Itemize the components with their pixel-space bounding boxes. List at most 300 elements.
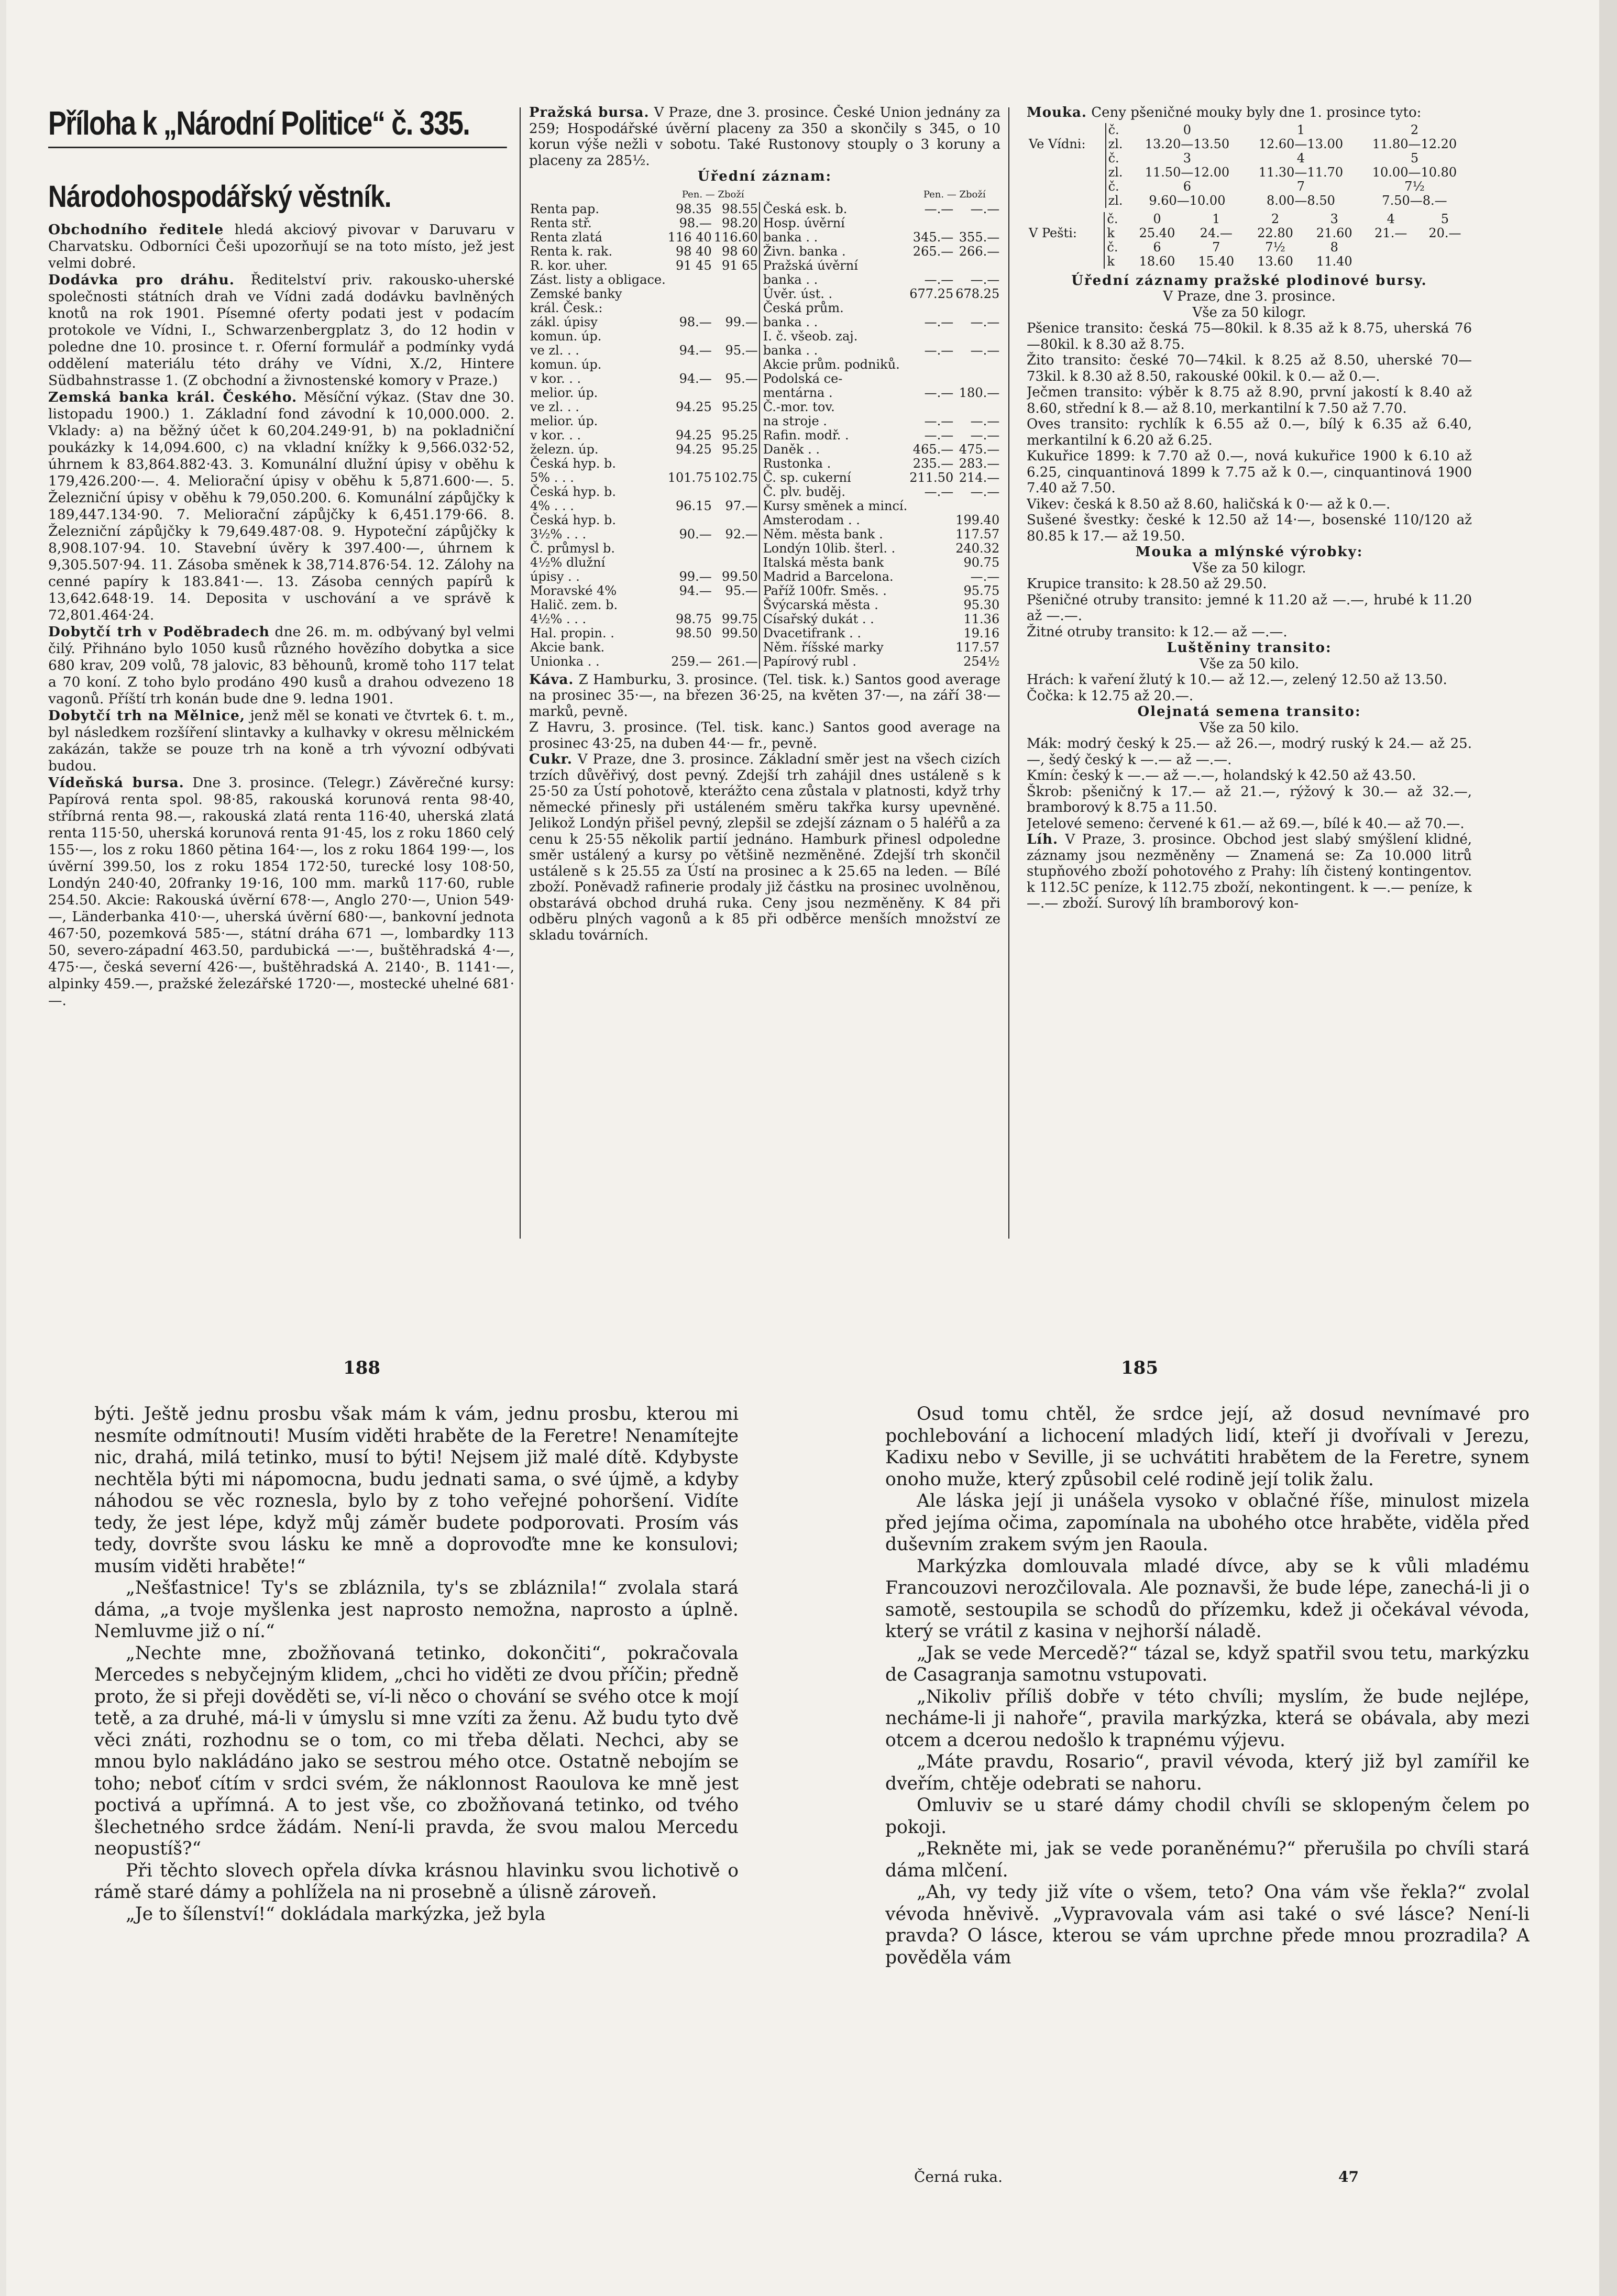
stock-cell: Rafin. modř. .	[760, 428, 909, 443]
stock-cell	[713, 556, 760, 570]
stock-cell	[908, 542, 954, 556]
legumes-title: Luštěniny transito:	[1167, 640, 1332, 656]
stock-cell: na stroje .	[760, 414, 909, 428]
stock-cell: —.—	[970, 569, 1000, 584]
stock-cell: —.—	[970, 272, 1000, 287]
flour-cell: 0	[1153, 211, 1161, 226]
flour-cell: zl.	[1108, 136, 1123, 151]
price-entry: Žitné otruby transito: k 12.— až —.—.	[1027, 624, 1288, 640]
flour-row	[1027, 137, 1471, 151]
stock-cell: v kor. . .	[530, 371, 581, 386]
stock-cell	[713, 513, 760, 527]
stock-cell: Zemské banky	[530, 286, 622, 301]
stock-cell: 4% . . .	[530, 498, 574, 513]
stock-cell	[954, 301, 1000, 315]
stock-row	[529, 414, 1000, 428]
stock-cell: —.—	[924, 427, 954, 443]
stock-cell	[954, 372, 1000, 386]
flour-cell: 2	[1271, 211, 1280, 226]
stock-row	[529, 329, 1000, 344]
stock-cell: Č. průmysl b.	[530, 540, 615, 556]
flour-city-label	[1027, 240, 1104, 255]
price-entry: Ječmen transito: výběr k 8.75 až 8.90, první jakostí k 8.40 až 8.60, střední k 8.— až 8.10, merkantilní k 7.50 až 7.70.	[1027, 384, 1472, 416]
stock-row	[529, 499, 1000, 513]
stock-cell	[667, 287, 713, 301]
stock-cell: 11.36	[963, 611, 1000, 626]
stock-cell: 91 65	[722, 258, 758, 273]
flour-cell: zl.	[1108, 164, 1123, 180]
stock-cell: Akcie prům. podniků.	[760, 358, 909, 372]
stock-cell	[954, 499, 1000, 513]
stock-cell	[908, 556, 954, 570]
stock-cell: —.—	[924, 272, 954, 287]
flour-cell: 5	[1410, 150, 1419, 165]
page-edge-right	[1599, 0, 1617, 2296]
flour-city-label	[1027, 123, 1106, 137]
stock-cell: —.—	[970, 413, 1000, 428]
flour-cell	[1418, 255, 1472, 269]
book-footer-title: Černá ruka.	[914, 2168, 1003, 2185]
stock-cell: melior. úp.	[530, 385, 598, 400]
flour-city-label	[1027, 165, 1106, 180]
stock-cell: 199.40	[955, 512, 1000, 527]
stock-cell	[954, 216, 1000, 230]
stock-row	[529, 584, 1000, 598]
stock-cell: 91 45	[676, 258, 712, 273]
stock-cell: —.—	[924, 314, 954, 329]
flour-row	[1027, 165, 1471, 180]
stock-cell	[713, 641, 760, 655]
stock-cell: 355.—	[959, 229, 1000, 245]
flour-cell: 13.60	[1257, 253, 1293, 269]
news-item: Cukr. V Praze, dne 3. prosince. Základní směr jest na všech cizích trzích důvěřivý, dost pevný. Zdejší trh zahájil dnes ustáleně s k 25·50 za Ústí pohotově, kterážto cena zůstala v platnosti, když trhy německé přinesly při ustáleném směru takřka kursy upevněné. Jelikož Londýn přišel pevný, zlepšil se zdejší záznam o 5 haléřů a za cenu k 25·55 několik partií jednáno. Hamburk přinesl odpoledne směr ustálený a kursy po většině nezměněné. Zdejší trh skončil ustáleně s k 25.55 za Ústí na prosinec a k 25.65 na leden. — Bílé zboží. Poněvadž rafinerie prodaly již částku na prosinec uvolněnou, obstarává obchod druhá ruka. Ceny jsou nezměněny. K 84 při odběru plných vagonů a k 85 při odběrce menších množství ze skladu továrních.	[529, 752, 1000, 943]
stock-cell: 235.—	[912, 456, 954, 471]
flour-row	[1027, 180, 1471, 194]
stock-cell: melior. úp.	[530, 413, 598, 428]
price-entry: Škrob: pšeničný k 17.— až 21.—, rýžový k 30.— až 32.—, bramborový k 8.75 a 11.50.	[1027, 783, 1472, 815]
flour-cell: 21.60	[1316, 225, 1352, 240]
flour-cell: 15.40	[1198, 253, 1235, 269]
price-entry: Čočka: k 12.75 až 20.—.	[1027, 688, 1194, 704]
stock-cell: 94.—	[679, 583, 712, 598]
flour-pest-table	[1027, 212, 1472, 269]
stock-cell: 96.15	[676, 498, 712, 513]
flour-cell: 11.80—12.20	[1372, 136, 1457, 151]
stock-cell	[713, 386, 760, 400]
novel-paragraph: Při těchto slovech opřela dívka krásnou hlavinku svou lichotivě o rámě staré dámy a pohlížela na ni prosebně a úlisně zároveň.	[94, 1860, 739, 1903]
flour-city-label	[1027, 180, 1106, 194]
section-title: Národohospodářský věstník.	[48, 180, 391, 214]
stock-cell: Paříž 100fr. Směs. .	[760, 584, 909, 598]
bourse-intro: Pražská bursa. V Praze, dne 3. prosince. České Union jednány za 259; Hospodářské úvěrní placeny za 350 a skončily s 345, o 10 korun výše nežli v sobotu. Také Rustonovy stouply o 3 koruny a placeny za 285½.	[529, 105, 1000, 169]
stock-cell: Č. plv. buděj.	[760, 485, 909, 499]
stock-cell: 465.—	[912, 441, 954, 457]
novel-paragraph: „Je to šílenství!“ dokládala markýzka, jež byla	[126, 1903, 546, 1925]
stock-cell	[908, 641, 954, 655]
flour-row	[1027, 255, 1472, 269]
stock-cell: 95.25	[722, 399, 758, 414]
flour-cell: 8.00—8.50	[1266, 193, 1335, 208]
flour-cell: 18.60	[1139, 253, 1175, 269]
stock-cell	[713, 457, 760, 471]
flour-cell: 21.—	[1374, 225, 1407, 240]
stock-cell: 95.75	[963, 583, 1000, 598]
stock-cell: 116 40	[667, 229, 712, 245]
flour-cell: 7½	[1404, 179, 1425, 194]
stock-row	[529, 513, 1000, 527]
stock-cell	[954, 358, 1000, 372]
stock-row	[529, 626, 1000, 641]
stock-row	[529, 386, 1000, 400]
stock-cell: 94.25	[676, 399, 712, 414]
flour-cell: 7	[1296, 179, 1305, 194]
novel-paragraph: Markýzka domlouvala mladé dívce, aby se k vůli mladému Francouzovi nerozčilovala. Ale poznavši, že bude lépe, zanechá-li ji o samotě, sestoupila se schodů do přízemku, kdež ji očekával vévoda, který se vrátil z kasina v nejhorší náladě.	[885, 1555, 1530, 1642]
novel-paragraph: „Nikoliv příliš dobře v této chvíli; myslím, že bude nejlépe, necháme-li ji nahoře“, pravila markýzka, která se obávala, aby mezi otcem a dcerou nedošlo k trapnému výjevu.	[885, 1686, 1530, 1751]
stock-cell: —.—	[970, 484, 1000, 499]
price-entry: Pšeničné otruby transito: jemné k 11.20 až —.—, hrubé k 11.20 až —.—.	[1027, 592, 1472, 624]
stock-cell	[954, 329, 1000, 344]
book-footer-number: 47	[1338, 2168, 1359, 2185]
flour-cell: 11.40	[1316, 253, 1352, 269]
novel-paragraph: „Rekněte mi, jak se vede poraněnému?“ přerušila po chvíli stará dáma mlčení.	[885, 1838, 1530, 1881]
stock-row	[529, 287, 1000, 301]
produce-title: Úřední záznamy pražské plodinové bursy.	[1071, 272, 1427, 289]
stock-cell: I. č. všeob. zaj.	[760, 329, 909, 344]
stock-cell: 99.—	[679, 569, 712, 584]
price-entry: Oves transito: rychlík k 6.55 až 0.—, bílý k 6.35 až 6.40, merkantilní k 6.20 až 6.25.	[1027, 416, 1472, 448]
stock-row	[529, 273, 1000, 287]
mill-title: Mouka a mlýnské výrobky:	[1135, 544, 1363, 560]
column-rule-1	[520, 107, 521, 1239]
flour-cell	[1364, 255, 1418, 269]
stock-cell: ve zl. . .	[530, 343, 579, 358]
stock-cell: 259.—	[671, 654, 712, 669]
stock-cell	[908, 584, 954, 598]
stock-cell: komun. úp.	[530, 357, 602, 372]
flour-cell: 1	[1212, 211, 1220, 226]
flour-cell: k	[1107, 225, 1115, 240]
flour-cell: 11.50—12.00	[1145, 164, 1230, 180]
stock-cell: 180.—	[959, 385, 1000, 400]
stock-cell: Úvěr. úst. .	[760, 287, 909, 301]
price-entry: Sušené švestky: české k 12.50 až 14·—, bosenské 110/120 až 80.85 k 17.— až 19.50.	[1027, 512, 1472, 544]
flour-cell: 7	[1212, 239, 1220, 255]
stock-cell: 94.25	[676, 427, 712, 443]
stock-cell: Madrid a Barcelona.	[760, 570, 909, 584]
stock-cell: 116.60	[713, 229, 758, 245]
flour-cell: 25.40	[1139, 225, 1175, 240]
flour-cell: 22.80	[1257, 225, 1293, 240]
page-number-left: 188	[343, 1357, 380, 1378]
stock-cell: Něm. říšské marky	[760, 641, 909, 655]
stock-row	[529, 259, 1000, 273]
flour-row	[1027, 123, 1471, 137]
stock-row	[529, 400, 1000, 414]
price-entry: Kukuřice 1899: k 7.70 až 0.—, nová kukuřice 1900 k 6.10 až 6.25, cinquantinová 1899 k 7.75 až k 0.—, cinquantinová 1900 7.40 až 7.50.	[1027, 448, 1472, 496]
stock-cell: 97.—	[725, 498, 758, 513]
stock-cell: 475.—	[959, 441, 1000, 457]
stock-cell: —.—	[970, 343, 1000, 358]
stock-cell: Česká hyp. b.	[530, 456, 616, 471]
stock-cell	[908, 655, 954, 669]
stock-cell: mentárna .	[760, 386, 909, 400]
stock-cell: —.—	[970, 201, 1000, 216]
news-item: Dodávka pro dráhu. Ředitelství priv. rakousko-uherské společnosti státních drah ve Vídni zadá dodávku bavlněných knotů na rok 1901. Písemné oferty podati jest v podacím protokole ve Vídni, I., Schwarzenbergplatz 3, do 12 hodin v poledne dne 10. prosince t. r. Oferní formulář a podmínky vydá oddělení materiálu této dráhy ve Vídni, X./2, Hintere Südbahnstrasse 1. (Z obchodní a živnostenské komory v Praze.)	[48, 272, 514, 389]
stock-cell	[667, 273, 713, 287]
price-entry: Krupice transito: k 28.50 až 29.50.	[1027, 576, 1267, 592]
stock-cell: —.—	[924, 343, 954, 358]
stock-cell: 98.—	[679, 215, 712, 230]
produce-unit: Vše za 50 kilogr.	[1192, 304, 1306, 321]
stock-cell: —.—	[924, 484, 954, 499]
flour-cell: č.	[1108, 179, 1119, 194]
novel-paragraph: „Ah, vy tedy již víte o všem, teto? Ona vám vše řekla?“ zvolal vévoda hněvivě. „Vypravovala vám asi také o své lásce? Není-li pravda? O lásce, kterou se vám uprchne přede mnou prozradila? A pověděla vám	[885, 1882, 1530, 1968]
news-item: Obchodního ředitele hledá akciový pivovar v Daruvaru v Charvatsku. Odborníci Češi upozorňují se na toto místo, jež jest velmi dobré.	[48, 222, 514, 271]
economic-news-column	[48, 105, 514, 1231]
stock-row	[529, 245, 1000, 259]
stock-cell: —.—	[970, 427, 1000, 443]
stock-cell	[954, 400, 1000, 414]
stock-cell: Rustonka .	[760, 457, 909, 471]
stock-cell: 99.50	[722, 569, 758, 584]
stock-cell: 266.—	[959, 244, 1000, 259]
price-entry: Pšenice transito: česká 75—80kil. k 8.35 až k 8.75, uherská 76—80kil. k 8.30 až 8.75.	[1027, 321, 1472, 352]
price-entry: Jetelové semeno: červené k 61.— až 69.—, bílé k 40.— až 70.—.	[1027, 815, 1465, 832]
stock-cell	[908, 626, 954, 641]
stock-row	[529, 372, 1000, 386]
stock-row	[529, 612, 1000, 626]
flour-cell: 6	[1153, 239, 1161, 255]
stock-cell: —.—	[970, 314, 1000, 329]
stock-cell	[667, 386, 713, 400]
flour-city-label: Ve Vídni:	[1027, 137, 1106, 151]
novel-page-right	[885, 1404, 1530, 2163]
stock-cell: 5% . . .	[530, 470, 574, 485]
novel-paragraph: „Jak se vede Mercedě?“ tázal se, když spatřil svou tetu, markýzku de Casagranja samotnu vstupovati.	[885, 1642, 1530, 1685]
table-title: Úřední záznam:	[697, 169, 832, 184]
oilseed-unit: Vše za 50 kilo.	[1199, 720, 1300, 736]
produce-date: V Praze, dne 3. prosince.	[1163, 289, 1336, 304]
flour-cell: 2	[1410, 122, 1419, 137]
stock-cell	[908, 372, 954, 386]
stock-row	[529, 527, 1000, 542]
stock-cell: Švýcarská města .	[760, 598, 909, 612]
stock-row	[529, 542, 1000, 556]
stock-cell: Hal. propin. .	[530, 625, 614, 641]
flour-cell: 7.50—8.—	[1382, 193, 1447, 208]
stock-cell: Dvacetifrank . .	[760, 626, 909, 641]
stock-row	[529, 641, 1000, 655]
page-number-right: 185	[1121, 1357, 1158, 1378]
stock-cell	[667, 358, 713, 372]
stock-cell	[908, 570, 954, 584]
stock-cell: Daněk . .	[760, 443, 909, 457]
stock-cell	[667, 457, 713, 471]
stock-cell	[713, 598, 760, 612]
column-rule-2	[1008, 107, 1009, 1239]
stock-cell: 678.25	[955, 286, 1000, 301]
price-entry: Žito transito: české 70—74kil. k 8.25 až 8.50, uherské 70—73kil. k 8.30 až 8.50, rakouské 00kil. k 0.— až 0.—.	[1027, 352, 1472, 384]
flour-cell: 6	[1183, 179, 1192, 194]
stock-cell	[908, 329, 954, 344]
stock-row	[529, 457, 1000, 471]
flour-row	[1027, 240, 1472, 255]
stock-cell: Česká hyp. b.	[530, 484, 616, 499]
novel-paragraph: „Nešťastnice! Ty's se zbláznila, ty's se zbláznila!“ zvolala stará dáma, „a tvoje myšlenka jest naprosto nemožna, naprosto a úplně. Nemluvme již o ní.“	[94, 1577, 739, 1642]
stock-cell: 4½% dlužní	[530, 555, 606, 570]
flour-row	[1027, 226, 1472, 240]
stock-row	[529, 556, 1000, 570]
stock-cell: 99.50	[722, 625, 758, 641]
stock-cell: železn. úp.	[530, 441, 599, 457]
flour-cell: 3	[1330, 211, 1338, 226]
flour-cell: č.	[1108, 150, 1119, 165]
stock-cell	[667, 556, 713, 570]
stock-cell: 95.30	[963, 597, 1000, 612]
flour-row	[1027, 212, 1472, 226]
mill-unit: Vše za 50 kilogr.	[1192, 560, 1306, 576]
price-entry: Mák: modrý český k 25.— až 26.—, modrý ruský k 24.— až 25.—, šedý český k —.— až —.—.	[1027, 736, 1472, 768]
stock-row	[529, 485, 1000, 499]
stock-cell: ve zl. . .	[530, 399, 579, 414]
stock-cell: 265.—	[912, 244, 954, 259]
legumes-unit: Vše za 50 kilo.	[1199, 656, 1300, 672]
stock-cell: 98.55	[722, 201, 758, 216]
stock-cell	[713, 301, 760, 315]
flour-cell: 4	[1296, 150, 1305, 165]
stock-cell: 90.75	[963, 555, 1000, 570]
stock-cell	[908, 527, 954, 542]
stock-cell: 94.—	[679, 371, 712, 386]
stock-cell: 101.75	[667, 470, 712, 485]
stock-row	[529, 301, 1000, 315]
stock-cell: 4½% . . .	[530, 611, 587, 626]
news-item: Káva. Z Hamburku, 3. prosince. (Tel. tisk. k.) Santos good average na prosinec 35·—, na březen 36·25, na květen 37·—, na září 38·— marků, pevně.	[529, 671, 1000, 720]
stock-cell: Renta k. rak.	[530, 244, 613, 259]
stock-row	[529, 428, 1000, 443]
stock-cell: Podolská ce-	[760, 372, 909, 386]
stock-cell	[667, 301, 713, 315]
flour-cell: 9.60—10.00	[1149, 193, 1226, 208]
stock-cell: 19.16	[963, 625, 1000, 641]
stock-cell: 98 40	[676, 244, 712, 259]
stock-cell: Akcie bank.	[530, 639, 605, 655]
stock-cell: 254½	[963, 654, 1000, 669]
news-item: Dobytčí trh v Poděbradech dne 26. m. m. odbývaný byl velmi čilý. Přihnáno bylo 1050 kusů různého hovězího dobytka a sice 680 krav, 209 volů, 78 jalovic, 83 běhounů, kromě toho 117 telat a 70 koní. Z toho bylo prodáno 490 kusů a drahou odvezeno 18 vagonů. Příští trh konán bude dne 9. ledna 1901.	[48, 624, 514, 707]
stock-cell: úpisy . .	[530, 569, 580, 584]
flour-cell: 12.60—13.00	[1258, 136, 1344, 151]
stock-cell	[713, 329, 760, 344]
stock-cell: Renta pap.	[530, 201, 599, 216]
stock-cell: R. kor. uher.	[530, 258, 608, 273]
flour-cell: 3	[1183, 150, 1192, 165]
stock-cell: 92.—	[725, 526, 758, 542]
flour-cell: 0	[1183, 122, 1192, 137]
stock-cell: banka . .	[760, 230, 909, 245]
stock-cell: 677.25	[909, 286, 954, 301]
flour-cell: č.	[1108, 122, 1119, 137]
flour-cell	[1364, 240, 1418, 255]
stock-cell: 90.—	[679, 526, 712, 542]
novel-paragraph: Ale láska její ji unášela vysoko v oblačné říše, minulost mizela před jejíma očima, zapomínala na ubohého otce hraběte, viděla před duševním zrakem svým jen Raoula.	[885, 1491, 1530, 1555]
stock-cell: Halič. zem. b.	[530, 597, 618, 612]
stock-cell	[667, 329, 713, 344]
stock-cell	[713, 414, 760, 428]
stock-cell: 117.57	[955, 526, 1000, 542]
flour-intro: Mouka. Ceny pšeničné mouky byly dne 1. prosince tyto:	[1027, 105, 1422, 120]
flour-cell: 10.00—10.80	[1372, 164, 1457, 180]
stock-row	[529, 598, 1000, 612]
stock-row	[529, 570, 1000, 584]
novel-paragraph: Osud tomu chtěl, že srdce její, až dosud nevnímavé pro pochlebování a lichocení mladých lidí, kteří ji dvořívali v Jerezu, Kadixu nebo v Seville, ji se uchvátiti hrabětem de la Feretre, synem onoho muže, který způsobil celé rodině její tolik žalu.	[885, 1404, 1530, 1490]
price-entry: Kmín: český k —.— až —.—, holandský k 42.50 až 43.50.	[1027, 768, 1416, 783]
flour-cell: 8	[1330, 239, 1338, 255]
stock-cell: komun. úp.	[530, 328, 602, 344]
stock-cell: Renta stř.	[530, 215, 592, 230]
flour-cell: č.	[1107, 239, 1118, 255]
stock-cell: 94.—	[679, 343, 712, 358]
flour-cell: k	[1107, 253, 1115, 269]
stock-cell: 98.20	[722, 215, 758, 230]
commodities-column	[1027, 105, 1472, 1246]
news-item: Vídeňská bursa. Dne 3. prosince. (Telegr.) Závěrečné kursy: Papírová renta spol. 98·85, rakouská korunová renta 98·40, stříbrná renta 98.—, rakouská zlatá renta 116·40, uherská zlatá renta 115·50, uherská korunová renta 91·45, los z roku 1860 celý 155·—, los z roku 1860 pětina 164·—, los z roku 1864 199·—, los úvěrní 399.50, los z roku 1854 172·50, turecké losy 108·50, Londýn 240·40, 20franky 19·16, 100 mm. marků 117·60, ruble 254.50. Akcie: Rakouská úvěrní 678·—, Anglo 270·—, Union 549·—, Länderbanka 410·—, uherská úvěrní 680·—, bankovní jednota 467·50, pozemková 585·—, státní dráha 671 —, lombardky 113 50, severo-západní 463.50, pardubická —·—, buštěhradská 4·—, 475·—, česká severní 426·—, buštěhradská A. 2140·, B. 1141·—, alpinky 459.—, pražské železářské 1720·—, mostecké uhelné 681·—.	[48, 775, 514, 1009]
flour-cell: 1	[1296, 122, 1305, 137]
stock-cell: Londýn 10lib. šterl. .	[760, 542, 909, 556]
stock-cell	[908, 400, 954, 414]
flour-cell: 20.—	[1428, 225, 1461, 240]
stock-cell	[667, 641, 713, 655]
stock-table	[529, 187, 1000, 669]
stock-cell: Č. sp. cukerní	[760, 471, 909, 485]
stock-cell: Papírový rubl .	[760, 655, 909, 669]
stock-cell: 95.25	[722, 441, 758, 457]
stock-cell: Živn. banka .	[760, 245, 909, 259]
flour-cell: 13.20—13.50	[1145, 136, 1230, 151]
stock-row	[529, 358, 1000, 372]
stock-cell: —.—	[924, 385, 954, 400]
stock-cell: 345.—	[912, 229, 954, 245]
stock-cell: 98.75	[676, 611, 712, 626]
legumes-list	[1027, 672, 1472, 704]
stock-cell	[667, 542, 713, 556]
flour-row	[1027, 151, 1471, 165]
stock-cell: 214.—	[959, 470, 1000, 485]
stock-cell: zákl. úpisy	[530, 314, 598, 329]
stock-cell: Císařský dukát . .	[760, 612, 909, 626]
flour-cell: 24.—	[1200, 225, 1233, 240]
stock-row	[529, 471, 1000, 485]
stock-cell: 98.50	[676, 625, 712, 641]
news-item: Z Havru, 3. prosince. (Tel. tisk. kanc.) Santos good average na prosinec 43·25, na duben 44·— fr., pevně.	[529, 720, 1000, 752]
flour-cell: 5	[1440, 211, 1449, 226]
stock-cell	[667, 485, 713, 499]
flour-cell: zl.	[1108, 193, 1123, 208]
stock-cell: —.—	[924, 201, 954, 216]
supplement-title: Příloha k „Národní Politice“ č. 335.	[48, 105, 507, 148]
flour-city-label: V Pešti:	[1027, 226, 1104, 240]
oilseed-title: Olejnatá semena transito:	[1137, 704, 1361, 720]
flour-cell: 4	[1387, 211, 1395, 226]
stock-cell: 99.—	[725, 314, 758, 329]
price-entry: Vikev: česká k 8.50 až 8.60, haličská k 0·— až k 0.—.	[1027, 496, 1391, 512]
stock-row	[529, 315, 1000, 329]
mill-list	[1027, 576, 1472, 640]
produce-list	[1027, 321, 1472, 544]
stock-cell: 117.57	[955, 639, 1000, 655]
oilseed-list	[1027, 736, 1472, 832]
stock-row	[529, 216, 1000, 230]
flour-cell: č.	[1107, 211, 1118, 226]
